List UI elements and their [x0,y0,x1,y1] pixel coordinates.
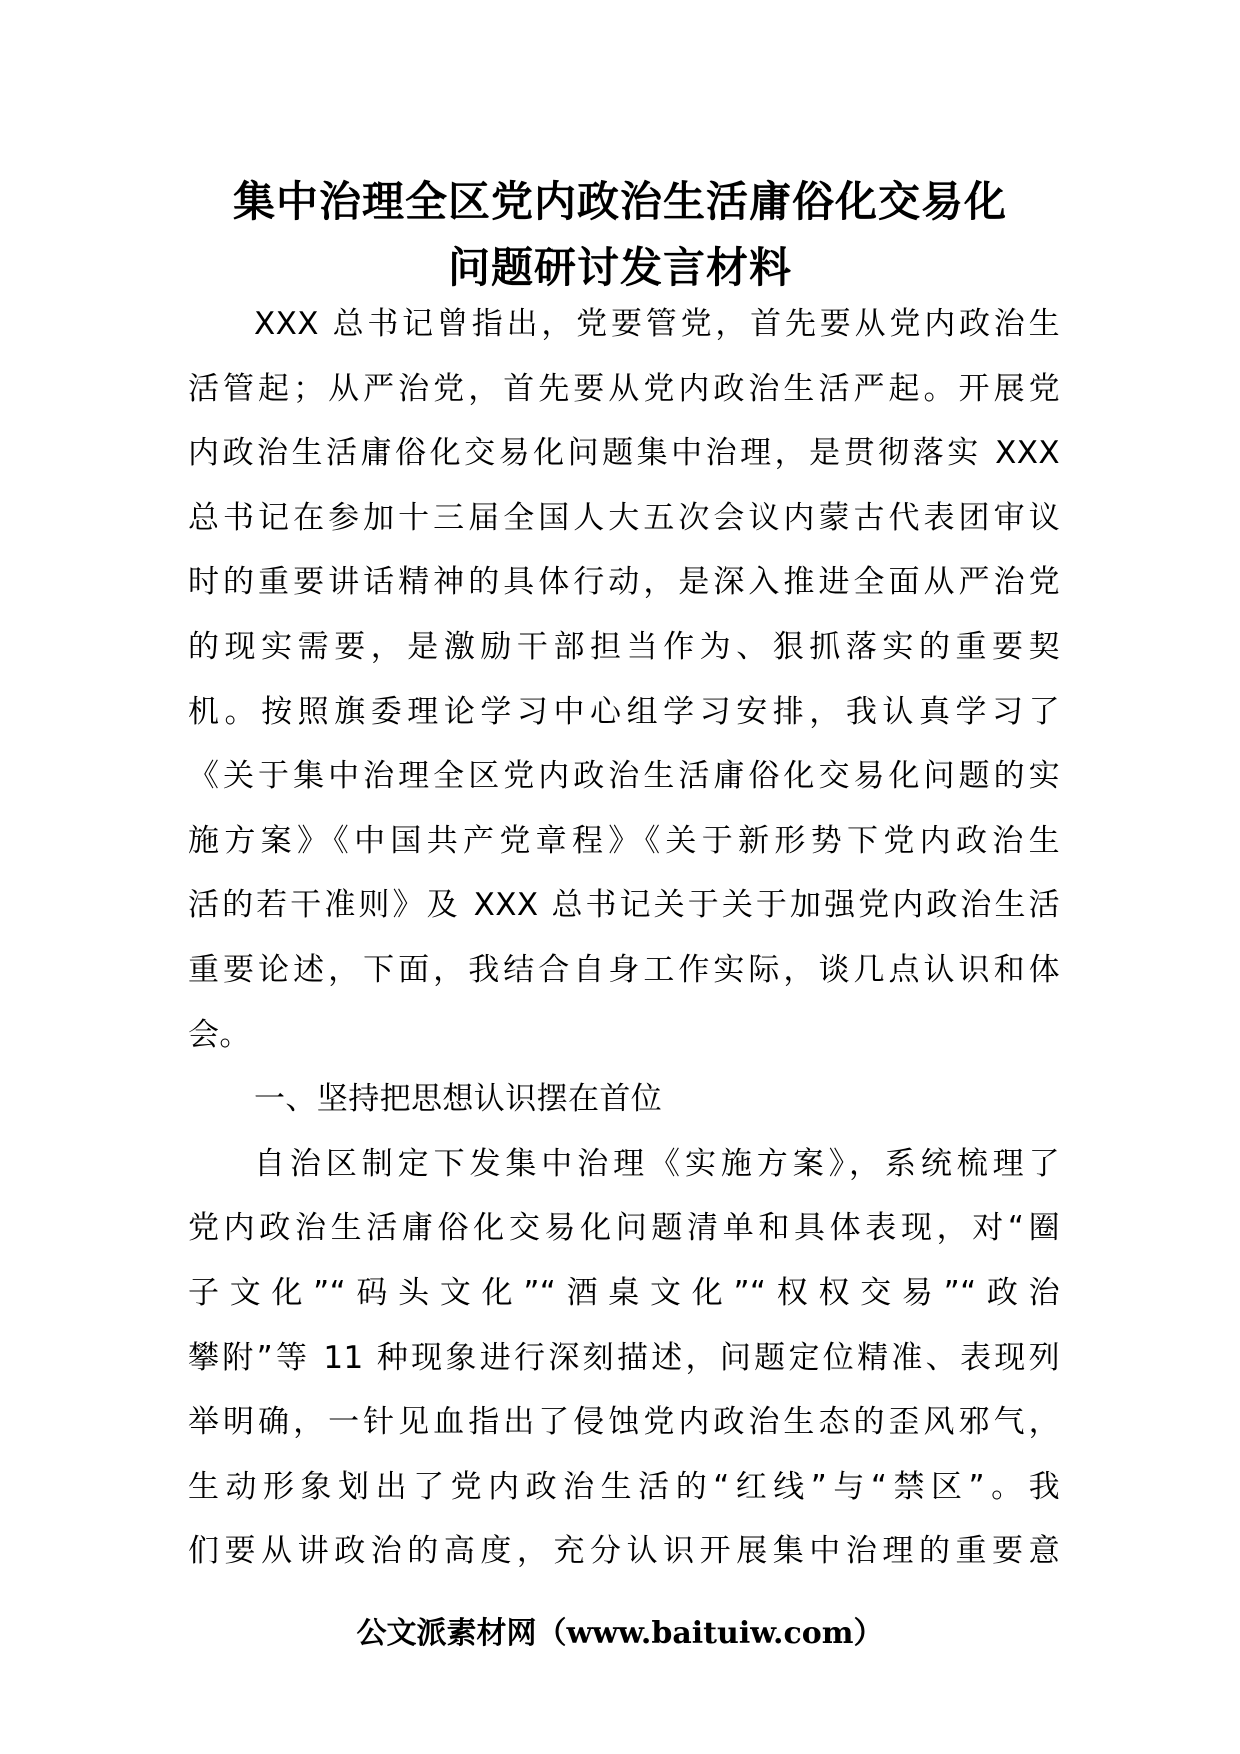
paragraph-line: 党内政治生活庸俗化交易化问题清单和具体表现，对“圈 [188,1210,1060,1247]
paragraph-line: 子文化”“码头文化”“酒桌文化”“权权交易”“政治 [188,1274,1060,1311]
paragraph-line: 时的重要讲话精神的具体行动，是深入推进全面从严治党 [188,564,1060,601]
paragraph-line: 机。按照旗委理论学习中心组学习安排，我认真学习了 [188,693,1060,730]
paragraph-line: 施方案》《中国共产党章程》《关于新形势下党内政治生 [188,822,1060,859]
document-title-line-1: 集中治理全区党内政治生活庸俗化交易化 [232,177,1007,226]
page-footer: 公文派素材网（www.baituiw.com） [356,1616,884,1651]
paragraph-line: 生动形象划出了党内政治生活的“红线”与“禁区”。我 [188,1468,1060,1505]
paragraph-line: 会。 [188,1016,251,1053]
paragraph-line: 重要论述，下面，我结合自身工作实际，谈几点认识和体 [188,951,1060,988]
section-heading: 一、坚持把思想认识摆在首位 [254,1081,663,1118]
document-body [188,292,1060,1584]
document-title-line-2: 问题研讨发言材料 [447,243,792,292]
paragraph-1 [188,292,1060,1067]
paragraph-line: 《关于集中治理全区党内政治生活庸俗化交易化问题的实 [188,758,1060,795]
paragraph-line: 自治区制定下发集中治理《实施方案》，系统梳理了 [254,1145,1060,1182]
paragraph-line: 的现实需要，是激励干部担当作为、狠抓落实的重要契 [188,628,1060,665]
paragraph-line: 攀附”等 11 种现象进行深刻描述，问题定位精准、表现列 [188,1339,1060,1376]
paragraph-2 [188,1132,1060,1584]
paragraph-line: 活的若干准则》及 XXX 总书记关于关于加强党内政治生活 [188,887,1060,924]
paragraph-line: XXX 总书记曾指出，党要管党，首先要从党内政治生 [254,306,1060,342]
paragraph-line: 们要从讲政治的高度，充分认识开展集中治理的重要意 [188,1533,1060,1570]
paragraph-line: 内政治生活庸俗化交易化问题集中治理，是贯彻落实 XXX [188,435,1060,472]
paragraph-line: 总书记在参加十三届全国人大五次会议内蒙古代表团审议 [188,499,1060,536]
paragraph-line: 活管起；从严治党，首先要从党内政治生活严起。开展党 [188,370,1060,407]
paragraph-line: 举明确，一针见血指出了侵蚀党内政治生态的歪风邪气， [188,1404,1060,1441]
